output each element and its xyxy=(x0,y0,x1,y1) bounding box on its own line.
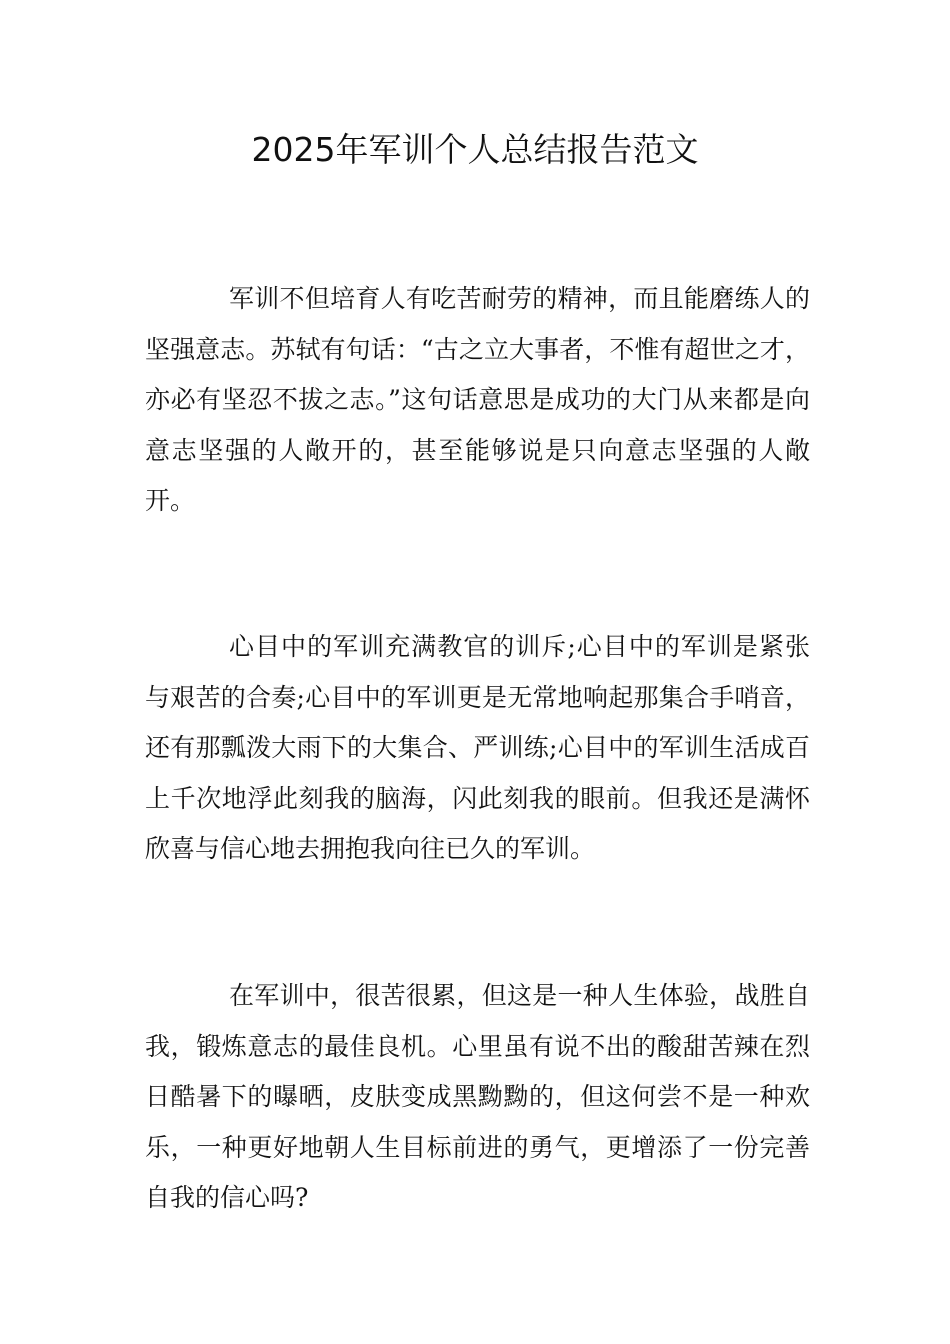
paragraph-2: 心目中的军训充满教官的训斥;心目中的军训是紧张与艰苦的合奏;心目中的军训更是无常地响起那集合手哨音，还有那瓢泼大雨下的大集合、严训练;心目中的军训生活成百上千次地浮此刻我的脑海，闪此刻我的眼前。但我还是满怀欣喜与信心地去拥抱我向往已久的军训。 xyxy=(145,632,810,863)
document-title: 2025年军训个人总结报告范文 xyxy=(251,130,699,169)
paragraph-3: 在军训中，很苦很累，但这是一种人生体验，战胜自我，锻炼意志的最佳良机。心里虽有说不出的酸甜苦辣在烈日酷暑下的曝晒，皮肤变成黑黝黝的，但这何尝不是一种欢乐，一种更好地朝人生目标前进的勇气，更增添了一份完善自我的信心吗? xyxy=(145,981,810,1212)
paragraph-1: 军训不但培育人有吃苦耐劳的精神，而且能磨练人的坚强意志。苏轼有句话：“古之立大事者，不惟有超世之才，亦必有坚忍不拔之志。”这句话意思是成功的大门从来都是向意志坚强的人敞开的，甚至能够说是只向意志坚强的人敞开。 xyxy=(145,284,810,515)
